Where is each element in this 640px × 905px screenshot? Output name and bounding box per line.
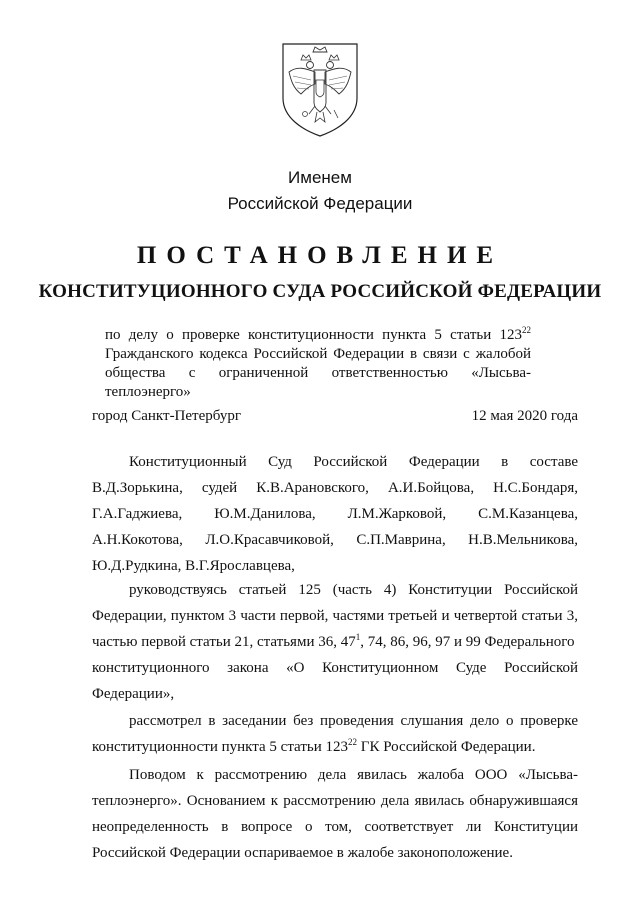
paragraph-line: конституционности пункта 5 статьи $123^{22}$ ГК Российской Федерации. — [92, 737, 536, 755]
paragraph-line: Конституционный Суд Российской Федерации в составе — [129, 454, 578, 470]
paragraph-line: Российской Федерации оспариваемое в жалобе законоположение. — [92, 845, 513, 861]
paragraph-line: неопределенность в вопросе о том, соответствует ли Конституции — [92, 819, 578, 835]
paragraph-line: Федерации, пунктом 3 части первой, частями третьей и четвертой статьи 3, — [92, 608, 578, 624]
paragraph-line: Ю.Д.Рудкина, В.Г.Ярославцева, — [92, 558, 295, 574]
russian-federation-line: Российской Федерации — [227, 194, 413, 213]
paragraph-line: А.Н.Кокотова, Л.О.Красавчиковой, С.П.Маврина, Н.В.Мельникова, — [92, 532, 578, 548]
date-of-issue: 12 мая 2020 года — [471, 408, 578, 424]
paragraph-line: теплоэнерго». Основанием к рассмотрению дела явилась обнаружившаяся — [92, 793, 578, 809]
case-description — [105, 325, 531, 400]
case-line-1: по делу о проверке конституционности пункта 5 статьи $123^{22}$ — [105, 325, 531, 343]
paragraph-line: конституционного закона «О Конституционном Суде Российской — [92, 660, 578, 676]
paragraph-composition — [92, 449, 578, 579]
paragraph-considered — [92, 708, 578, 760]
document-title: ПОСТАНОВЛЕНИЕ — [136, 242, 504, 269]
paragraph-grounds — [92, 762, 578, 866]
paragraph-line: В.Д.Зорькина, судей К.В.Арановского, А.И.Бойцова, Н.С.Бондаря, — [92, 480, 578, 496]
in-the-name-line: Именем — [288, 168, 352, 187]
coat-of-arms-emblem — [275, 40, 365, 138]
case-line-3: общества с ограниченной ответственностью «Лысьва-теплоэнерго» — [105, 365, 531, 400]
court-name: КОНСТИТУЦИОННОГО СУДА РОССИЙСКОЙ ФЕДЕРАЦИИ — [38, 281, 602, 302]
paragraph-line: Г.А.Гаджиева, Ю.М.Данилова, Л.М.Жарковой, С.М.Казанцева, — [92, 506, 578, 522]
case-line-2: Гражданского кодекса Российской Федерации в связи с жалобой — [105, 346, 531, 362]
paragraph-line: рассмотрел в заседании без проведения слушания дело о проверке — [129, 713, 578, 729]
paragraph-line: частью первой статьи 21, статьями 36, $47^1$, 74, 86, 96, 97 и 99 Федерального — [92, 632, 575, 650]
paragraph-line: Поводом к рассмотрению дела явилась жалоба ООО «Лысьва- — [129, 767, 578, 783]
place-of-issue: город Санкт-Петербург — [92, 408, 241, 424]
paragraph-legal-basis — [92, 577, 578, 707]
paragraph-line: Федерации», — [92, 686, 175, 702]
paragraph-line: руководствуясь статьей 125 (часть 4) Конституции Российской — [129, 582, 578, 598]
